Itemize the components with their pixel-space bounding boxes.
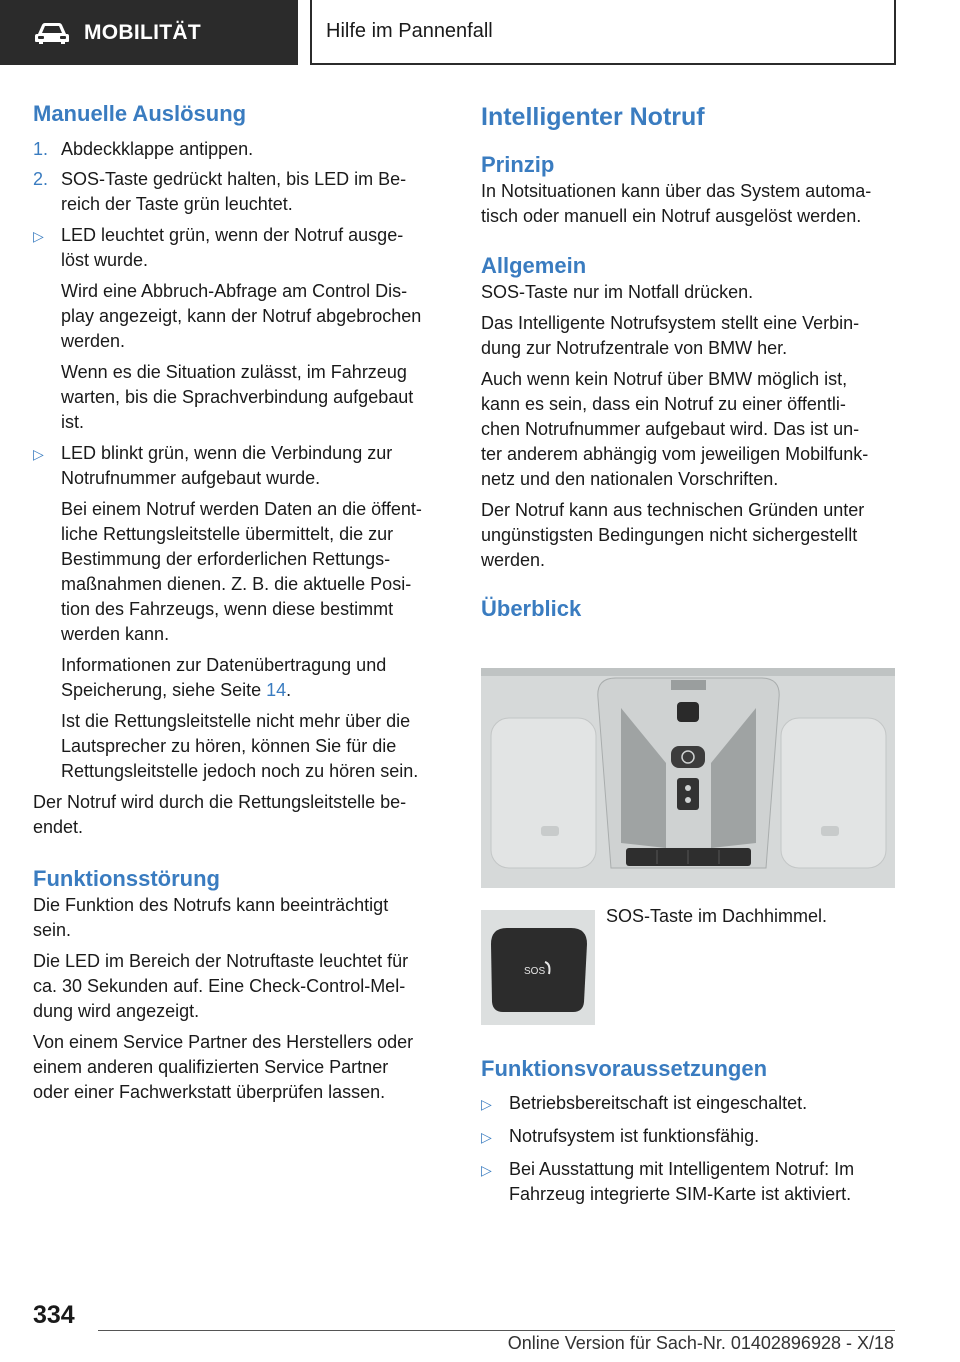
header-category-label: MOBILITÄT [84, 20, 202, 44]
requirement-item: ▷ Betriebsbereitschaft ist eingeschaltet. [481, 1091, 896, 1117]
sos-button-image [481, 910, 595, 1025]
heading-general: Allgemein [481, 253, 587, 278]
bullet-icon: ▷ [481, 1162, 492, 1178]
paragraph-malfunction-1: Die Funktion des Notrufs kann beeinträchtigt sein. [33, 895, 389, 940]
image-caption: SOS-Taste im Dachhimmel. [606, 906, 828, 926]
title-intelligent-emergency-call: Intelligenter Notruf [481, 103, 705, 131]
paragraph-wait-in-vehicle: Wenn es die Situation zulässt, im Fahrzeug warten, bis die Sprachverbindung aufgebaut ist. [61, 362, 414, 432]
bullet-icon: ▷ [33, 228, 44, 244]
paragraph-malfunction-3: Von einem Service Partner des Herstellers oder einem anderen qualifizierten Service Partner oder einer Fachwerkstatt überprüfen lassen. [33, 1032, 414, 1102]
heading-principle: Prinzip [481, 152, 555, 177]
header-section [310, 0, 896, 65]
bullet-icon: ▷ [481, 1096, 492, 1112]
requirement-item: ▷ Bei Ausstattung mit Intelligentem Notruf: Im Fahrzeug integrierte SIM-Karte ist aktiviert. [481, 1157, 896, 1207]
paragraph-general-2: Das Intelligente Notrufsystem stellt eine Verbin- dung zur Notrufzentrale von BMW her. [481, 313, 860, 358]
right-column [481, 100, 896, 623]
paragraph-principle: In Notsituationen kann über das System automa- tisch oder manuell ein Notruf ausgelöst werden. [481, 181, 872, 226]
bullet-led-green: ▷ LED leuchtet grün, wenn der Notruf ausge- löst wurde. [33, 223, 448, 273]
paragraph-general-3: Auch wenn kein Notruf über BMW möglich ist, kann es sein, dass ein Notruf zu einer öffentli- chen Notrufnummer aufgebaut wird. Das ist un- ter anderem abhängig vom jeweiligen Mobilfunk- netz und den nationalen Vorschriften. [481, 369, 869, 489]
bullet-led-blinks: ▷ LED blinkt grün, wenn die Verbindung zur Notrufnummer aufgebaut wurde. [33, 441, 448, 491]
step-2: 2. SOS-Taste gedrückt halten, bis LED im Be- reich der Taste grün leuchtet. [33, 169, 407, 214]
heading-overview: Überblick [481, 596, 582, 621]
roof-console-image [481, 668, 895, 888]
step-1: 1. Abdeckklappe antippen. [33, 139, 254, 159]
sos-label: SOS [524, 966, 546, 977]
paragraph-malfunction-2: Die LED im Bereich der Notruftaste leuchtet für ca. 30 Sekunden auf. Eine Check-Control-Mel- dung wird angezeigt. [33, 951, 409, 1021]
car-icon [34, 21, 70, 45]
paragraph-data-info: Informationen zur Datenübertragung und Speicherung, siehe Seite 14. [61, 655, 387, 700]
paragraph-data-transfer: Bei einem Notruf werden Daten an die öffent- liche Rettungsleitstelle übermittelt, die zur Bestimmung der erforderlichen Rettungs- maßnahmen dienen. Z. B. die aktuelle Posi- tion des Fahrzeugs, wenn diese bestimmt werden kann. [61, 499, 422, 644]
bullet-icon: ▷ [481, 1129, 492, 1145]
header-category [0, 0, 298, 65]
paragraph-general-4: Der Notruf kann aus technischen Gründen unter ungünstigsten Bedingungen nicht sichergestellt werden. [481, 500, 865, 570]
paragraph-general-1: SOS-Taste nur im Notfall drücken. [481, 282, 754, 302]
bullet-icon: ▷ [33, 446, 44, 462]
heading-requirements: Funktionsvoraussetzungen [481, 1056, 768, 1081]
paragraph-call-ended: Der Notruf wird durch die Rettungsleitstelle be- endet. [33, 792, 407, 837]
page-number: 334 [33, 1301, 75, 1329]
header-section-label: Hilfe im Pannenfall [326, 20, 493, 42]
heading-manual-release: Manuelle Auslösung [33, 101, 247, 126]
footer-divider [98, 1330, 895, 1331]
requirements-section [481, 1055, 896, 1207]
footer-text: Online Version für Sach-Nr. 01402896928 - X/18 [507, 1333, 894, 1353]
paragraph-speakers: Ist die Rettungsleitstelle nicht mehr über die Lautsprecher zu hören, können Sie für die Rettungsleitstelle jedoch noch zu hören sein. [61, 711, 419, 781]
heading-malfunction: Funktionsstörung [33, 866, 220, 891]
requirement-item: ▷ Notrufsystem ist funktionsfähig. [481, 1124, 896, 1150]
paragraph-abort-query: Wird eine Abbruch-Abfrage am Control Dis- play angezeigt, kann der Notruf abgebrochen werden. [61, 281, 422, 351]
page-link[interactable]: 14 [266, 680, 287, 700]
left-column [33, 100, 448, 1105]
